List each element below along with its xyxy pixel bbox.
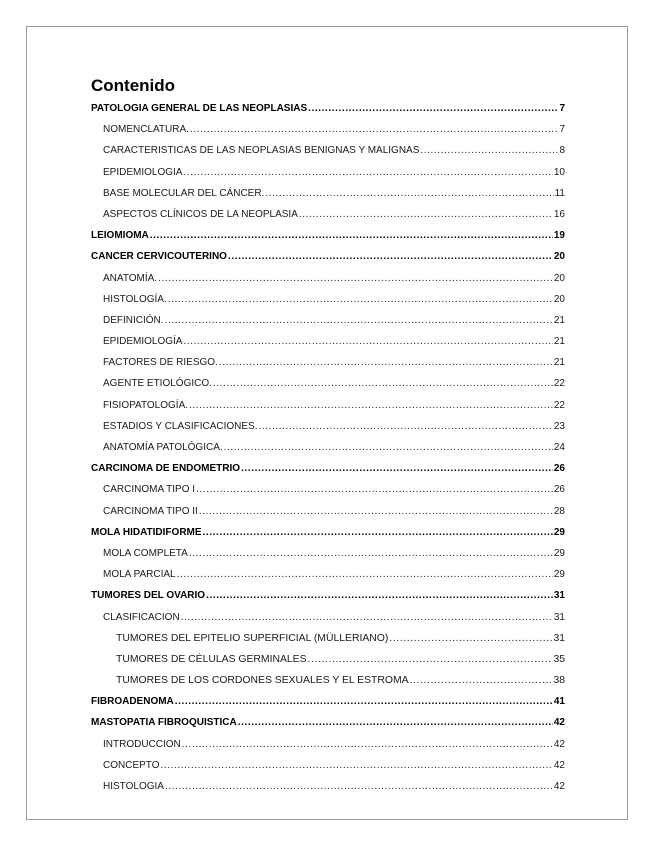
dot-leader: [241, 458, 553, 479]
toc-page-number: 21: [553, 336, 565, 348]
toc-entry-label: FISIOPATOLOGÍA.: [103, 399, 189, 411]
dot-leader: [238, 712, 553, 733]
dot-leader: [265, 183, 553, 204]
dot-leader: [224, 437, 553, 458]
toc-entry-label: MOLA PARCIAL: [103, 569, 176, 581]
dot-leader: [420, 140, 558, 161]
toc-entry-label: MOLA HIDATIDIFORME: [91, 526, 202, 538]
dot-leader: [158, 268, 553, 289]
toc-entry-label: ASPECTOS CLÍNICOS DE LA NEOPLASIA: [103, 208, 298, 220]
dot-leader: [165, 776, 553, 797]
toc-page-number: 42: [553, 738, 565, 750]
toc-entry-label: NOMENCLATURA.: [103, 124, 189, 136]
toc-entry-label: HISTOLOGIA: [103, 781, 164, 792]
toc-section-entry[interactable]: [91, 246, 565, 267]
toc-subsection-entry[interactable]: [91, 755, 565, 776]
toc-entry-label: FACTORES DE RIESGO.: [103, 357, 218, 369]
toc-entry-label: HISTOLOGÍA.: [103, 293, 167, 305]
toc-subsection-entry[interactable]: [91, 501, 565, 522]
dot-leader: [183, 162, 552, 183]
toc-page-number: 10: [553, 166, 565, 178]
toc-entry-label: ESTADIOS Y CLASIFICACIONES.: [103, 420, 258, 432]
toc-entry-label: FIBROADENOMA: [91, 696, 174, 708]
toc-subsection-entry[interactable]: [91, 564, 565, 585]
toc-entry-label: TUMORES DEL EPITELIO SUPERFICIAL (MÜLLERIANO): [116, 632, 389, 644]
dot-leader: [190, 119, 559, 140]
toc-page-number: 7: [559, 124, 565, 136]
toc-subsubsection-entry[interactable]: [91, 670, 565, 691]
toc-entry-label: TUMORES DE LOS CORDONES SEXUALES Y EL ESTROMA: [116, 675, 409, 687]
toc-section-entry[interactable]: [91, 522, 565, 543]
toc-entry-label: CARCINOMA DE ENDOMETRIO: [91, 463, 241, 475]
dot-leader: [189, 543, 553, 564]
toc-subsection-entry[interactable]: [91, 162, 565, 183]
table-of-contents: [91, 98, 565, 797]
toc-page-number: 29: [553, 547, 565, 559]
dot-leader: [189, 395, 553, 416]
toc-page-number: 20: [553, 293, 565, 305]
dot-leader: [213, 373, 553, 394]
dot-leader: [196, 479, 553, 500]
toc-entry-label: EPIDEMIOLOGÍA: [103, 336, 183, 348]
toc-section-entry[interactable]: [91, 458, 565, 479]
dot-leader: [389, 628, 552, 649]
toc-subsection-entry[interactable]: [91, 204, 565, 225]
toc-page-number: 7: [559, 103, 565, 114]
toc-subsection-entry[interactable]: [91, 310, 565, 331]
toc-entry-label: CARACTERISTICAS DE LAS NEOPLASIAS BENIGNAS Y MALIGNAS: [103, 145, 420, 157]
dot-leader: [181, 607, 553, 628]
dot-leader: [182, 734, 553, 755]
toc-subsection-entry[interactable]: [91, 119, 565, 140]
toc-entry-label: LEIOMIOMA: [91, 230, 149, 242]
toc-entry-label: CANCER CERVICOUTERINO: [91, 251, 227, 263]
toc-page-number: 31: [553, 632, 565, 644]
dot-leader: [219, 352, 553, 373]
toc-subsection-entry[interactable]: [91, 607, 565, 628]
dot-leader: [177, 564, 553, 585]
toc-entry-label: AGENTE ETIOLÓGICO.: [103, 378, 212, 390]
toc-subsection-entry[interactable]: [91, 268, 565, 289]
toc-entry-label: CARCINOMA TIPO I: [103, 484, 196, 496]
toc-page-number: 20: [553, 251, 565, 263]
toc-page-number: 26: [553, 484, 565, 496]
toc-subsection-entry[interactable]: [91, 183, 565, 204]
dot-leader: [161, 755, 553, 776]
toc-page-number: 16: [553, 208, 565, 220]
dot-leader: [175, 691, 553, 712]
toc-entry-label: BASE MOLECULAR DEL CÁNCER.: [103, 187, 265, 199]
dot-leader: [308, 98, 558, 119]
toc-page-number: 42: [553, 781, 565, 792]
toc-page-number: 21: [553, 357, 565, 369]
dot-leader: [228, 246, 553, 267]
toc-subsection-entry[interactable]: [91, 352, 565, 373]
toc-entry-label: TUMORES DEL OVARIO: [91, 590, 206, 602]
toc-section-entry[interactable]: [91, 225, 565, 246]
dot-leader: [308, 649, 553, 670]
toc-page-number: 20: [553, 272, 565, 284]
toc-subsection-entry[interactable]: [91, 140, 565, 161]
toc-section-entry[interactable]: [91, 712, 565, 733]
toc-entry-label: MASTOPATIA FIBROQUISTICA: [91, 717, 237, 729]
toc-page-number: 31: [553, 590, 565, 602]
toc-subsection-entry[interactable]: [91, 373, 565, 394]
dot-leader: [168, 289, 553, 310]
toc-entry-label: TUMORES DE CÉLULAS GERMINALES: [116, 653, 307, 665]
toc-page-number: 26: [553, 463, 565, 475]
toc-section-entry[interactable]: [91, 585, 565, 606]
dot-leader: [150, 225, 553, 246]
toc-subsection-entry[interactable]: [91, 479, 565, 500]
toc-entry-label: CONCEPTO: [103, 759, 160, 771]
toc-page-number: 11: [554, 187, 565, 199]
toc-page-number: 38: [553, 675, 565, 687]
toc-subsection-entry[interactable]: [91, 416, 565, 437]
dot-leader: [259, 416, 553, 437]
toc-entry-label: INTRODUCCION: [103, 738, 181, 750]
toc-page-number: 23: [553, 420, 565, 432]
toc-page-number: 21: [553, 314, 565, 326]
toc-page-number: 28: [553, 505, 565, 517]
toc-page-number: 29: [553, 526, 565, 538]
toc-subsection-entry[interactable]: [91, 289, 565, 310]
toc-subsubsection-entry[interactable]: [91, 628, 565, 649]
dot-leader: [199, 501, 553, 522]
toc-entry-label: PATOLOGIA GENERAL DE LAS NEOPLASIAS: [91, 103, 308, 114]
toc-page-number: 42: [553, 759, 565, 771]
dot-leader: [410, 670, 553, 691]
toc-entry-label: EPIDEMIOLOGIA: [103, 166, 183, 178]
toc-page-number: 22: [553, 378, 565, 390]
toc-subsection-entry[interactable]: [91, 395, 565, 416]
toc-page-number: 22: [553, 399, 565, 411]
toc-page-number: 35: [553, 653, 565, 665]
toc-subsection-entry[interactable]: [91, 734, 565, 755]
toc-page-number: 31: [553, 611, 565, 623]
toc-entry-label: MOLA COMPLETA: [103, 547, 188, 559]
dot-leader: [299, 204, 553, 225]
dot-leader: [206, 585, 553, 606]
toc-subsection-entry[interactable]: [91, 776, 565, 797]
toc-page-number: 42: [553, 717, 565, 729]
toc-entry-label: DEFINICIÓN.: [103, 314, 164, 326]
toc-entry-label: CLASIFICACION: [103, 611, 180, 623]
dot-leader: [203, 522, 553, 543]
toc-entry-label: ANATOMÍA.: [103, 272, 158, 284]
toc-subsection-entry[interactable]: [91, 437, 565, 458]
dot-leader: [183, 331, 552, 352]
toc-section-entry[interactable]: [91, 691, 565, 712]
toc-section-entry[interactable]: [91, 98, 565, 119]
toc-page-number: 19: [553, 230, 565, 242]
toc-entry-label: ANATOMÍA PATOLÓGICA.: [103, 442, 223, 453]
toc-entry-label: CARCINOMA TIPO II: [103, 505, 198, 517]
toc-page-number: 41: [553, 696, 565, 708]
dot-leader: [165, 310, 553, 331]
toc-page-number: 8: [559, 145, 565, 157]
toc-page-number: 29: [553, 569, 565, 581]
toc-subsection-entry[interactable]: [91, 543, 565, 564]
toc-subsection-entry[interactable]: [91, 331, 565, 352]
toc-subsubsection-entry[interactable]: [91, 649, 565, 670]
toc-page-number: 24: [553, 442, 565, 453]
toc-title: Contenido: [91, 76, 176, 95]
